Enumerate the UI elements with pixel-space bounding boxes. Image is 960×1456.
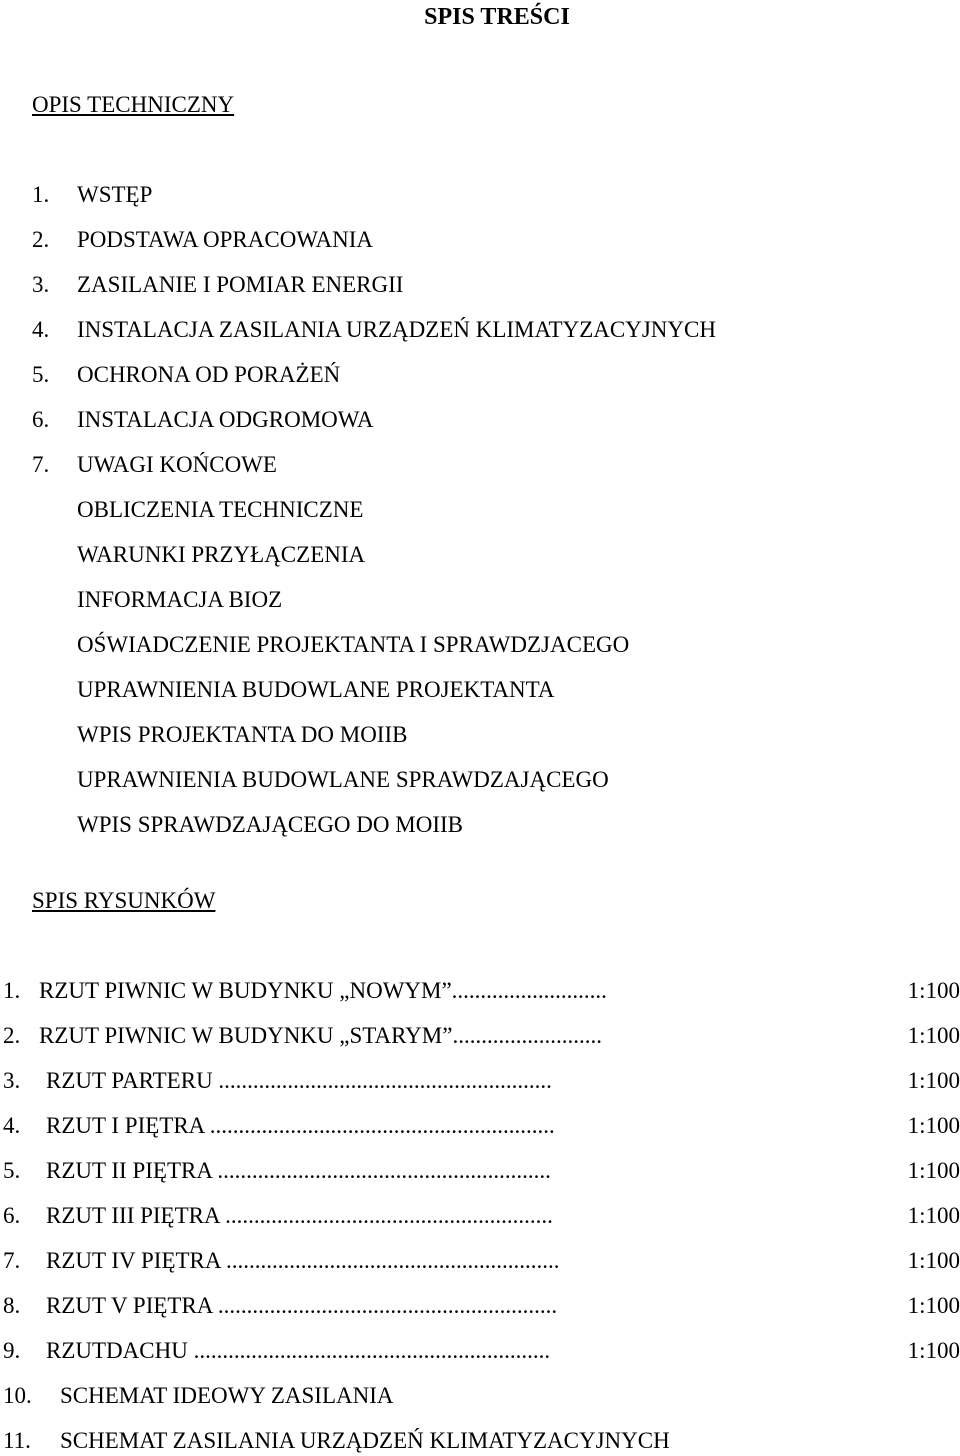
drawing-number: 9. — [3, 1338, 21, 1363]
appendix-item: UPRAWNIENIA BUDOWLANE SPRAWDZAJĄCEGO — [77, 767, 609, 792]
page-title: SPIS TREŚCI — [424, 4, 570, 30]
drawing-title: RZUT IV PIĘTRA .......................................................... — [46, 1248, 560, 1273]
drawing-title: RZUT PIWNIC W BUDYNKU „STARYM”.......................... — [39, 1023, 602, 1048]
section-title: UWAGI KOŃCOWE — [77, 452, 277, 477]
section-number: 3. — [32, 272, 50, 297]
drawing-number: 8. — [3, 1293, 21, 1318]
appendix-item: WPIS PROJEKTANTA DO MOIIB — [77, 722, 408, 747]
drawing-scale: 1:100 — [907, 1158, 960, 1183]
section-number: 4. — [32, 317, 50, 342]
appendix-item: OBLICZENIA TECHNICZNE — [77, 497, 364, 522]
drawing-title: RZUT II PIĘTRA .......................................................... — [46, 1158, 551, 1183]
section-title: WSTĘP — [77, 182, 153, 207]
section-number: 7. — [32, 452, 50, 477]
drawing-number: 1. — [3, 978, 21, 1003]
drawing-number: 4. — [3, 1113, 21, 1138]
section-title: INSTALACJA ZASILANIA URZĄDZEŃ KLIMATYZACYJNYCH — [77, 317, 716, 342]
appendix-item: UPRAWNIENIA BUDOWLANE PROJEKTANTA — [77, 677, 555, 702]
drawing-scale: 1:100 — [907, 978, 960, 1003]
drawing-title: RZUT I PIĘTRA ............................................................ — [46, 1113, 555, 1138]
appendix-item: INFORMACJA BIOZ — [77, 587, 283, 612]
drawing-number: 7. — [3, 1248, 21, 1273]
drawing-number: 5. — [3, 1158, 21, 1183]
drawing-title: RZUT V PIĘTRA ........................................................... — [46, 1293, 558, 1318]
drawing-scale: 1:100 — [907, 1203, 960, 1228]
drawing-title: SCHEMAT IDEOWY ZASILANIA — [60, 1383, 394, 1408]
drawing-number: 6. — [3, 1203, 21, 1228]
drawing-scale: 1:100 — [907, 1248, 960, 1273]
drawing-scale: 1:100 — [907, 1023, 960, 1048]
section-number: 2. — [32, 227, 50, 252]
appendix-item: WARUNKI PRZYŁĄCZENIA — [77, 542, 366, 567]
drawing-number: 11. — [3, 1428, 31, 1453]
section-number: 5. — [32, 362, 50, 387]
spis-rysunkow-heading: SPIS RYSUNKÓW — [32, 888, 216, 913]
appendix-item: OŚWIADCZENIE PROJEKTANTA I SPRAWDZJACEGO — [77, 632, 630, 657]
drawing-title: RZUTDACHU .............................................................. — [46, 1338, 551, 1363]
drawing-title: RZUT PARTERU .......................................................... — [46, 1068, 552, 1093]
drawing-scale: 1:100 — [907, 1113, 960, 1138]
section-number: 6. — [32, 407, 50, 432]
section-title: INSTALACJA ODGROMOWA — [77, 407, 374, 432]
drawing-scale: 1:100 — [907, 1068, 960, 1093]
appendix-item: WPIS SPRAWDZAJĄCEGO DO MOIIB — [77, 812, 463, 837]
drawing-number: 2. — [3, 1023, 21, 1048]
drawing-scale: 1:100 — [907, 1338, 960, 1363]
drawing-title: RZUT III PIĘTRA ......................................................... — [46, 1203, 553, 1228]
section-number: 1. — [32, 182, 50, 207]
drawing-scale: 1:100 — [907, 1293, 960, 1318]
section-title: ZASILANIE I POMIAR ENERGII — [77, 272, 404, 297]
drawing-title: RZUT PIWNIC W BUDYNKU „NOWYM”........................... — [39, 978, 607, 1003]
opis-techniczny-heading: OPIS TECHNICZNY — [32, 92, 235, 117]
section-title: OCHRONA OD PORAŻEŃ — [77, 362, 341, 387]
section-title: PODSTAWA OPRACOWANIA — [77, 227, 373, 252]
drawing-number: 3. — [3, 1068, 21, 1093]
drawing-number: 10. — [3, 1383, 32, 1408]
drawing-title: SCHEMAT ZASILANIA URZĄDZEŃ KLIMATYZACYJNYCH — [60, 1428, 670, 1453]
